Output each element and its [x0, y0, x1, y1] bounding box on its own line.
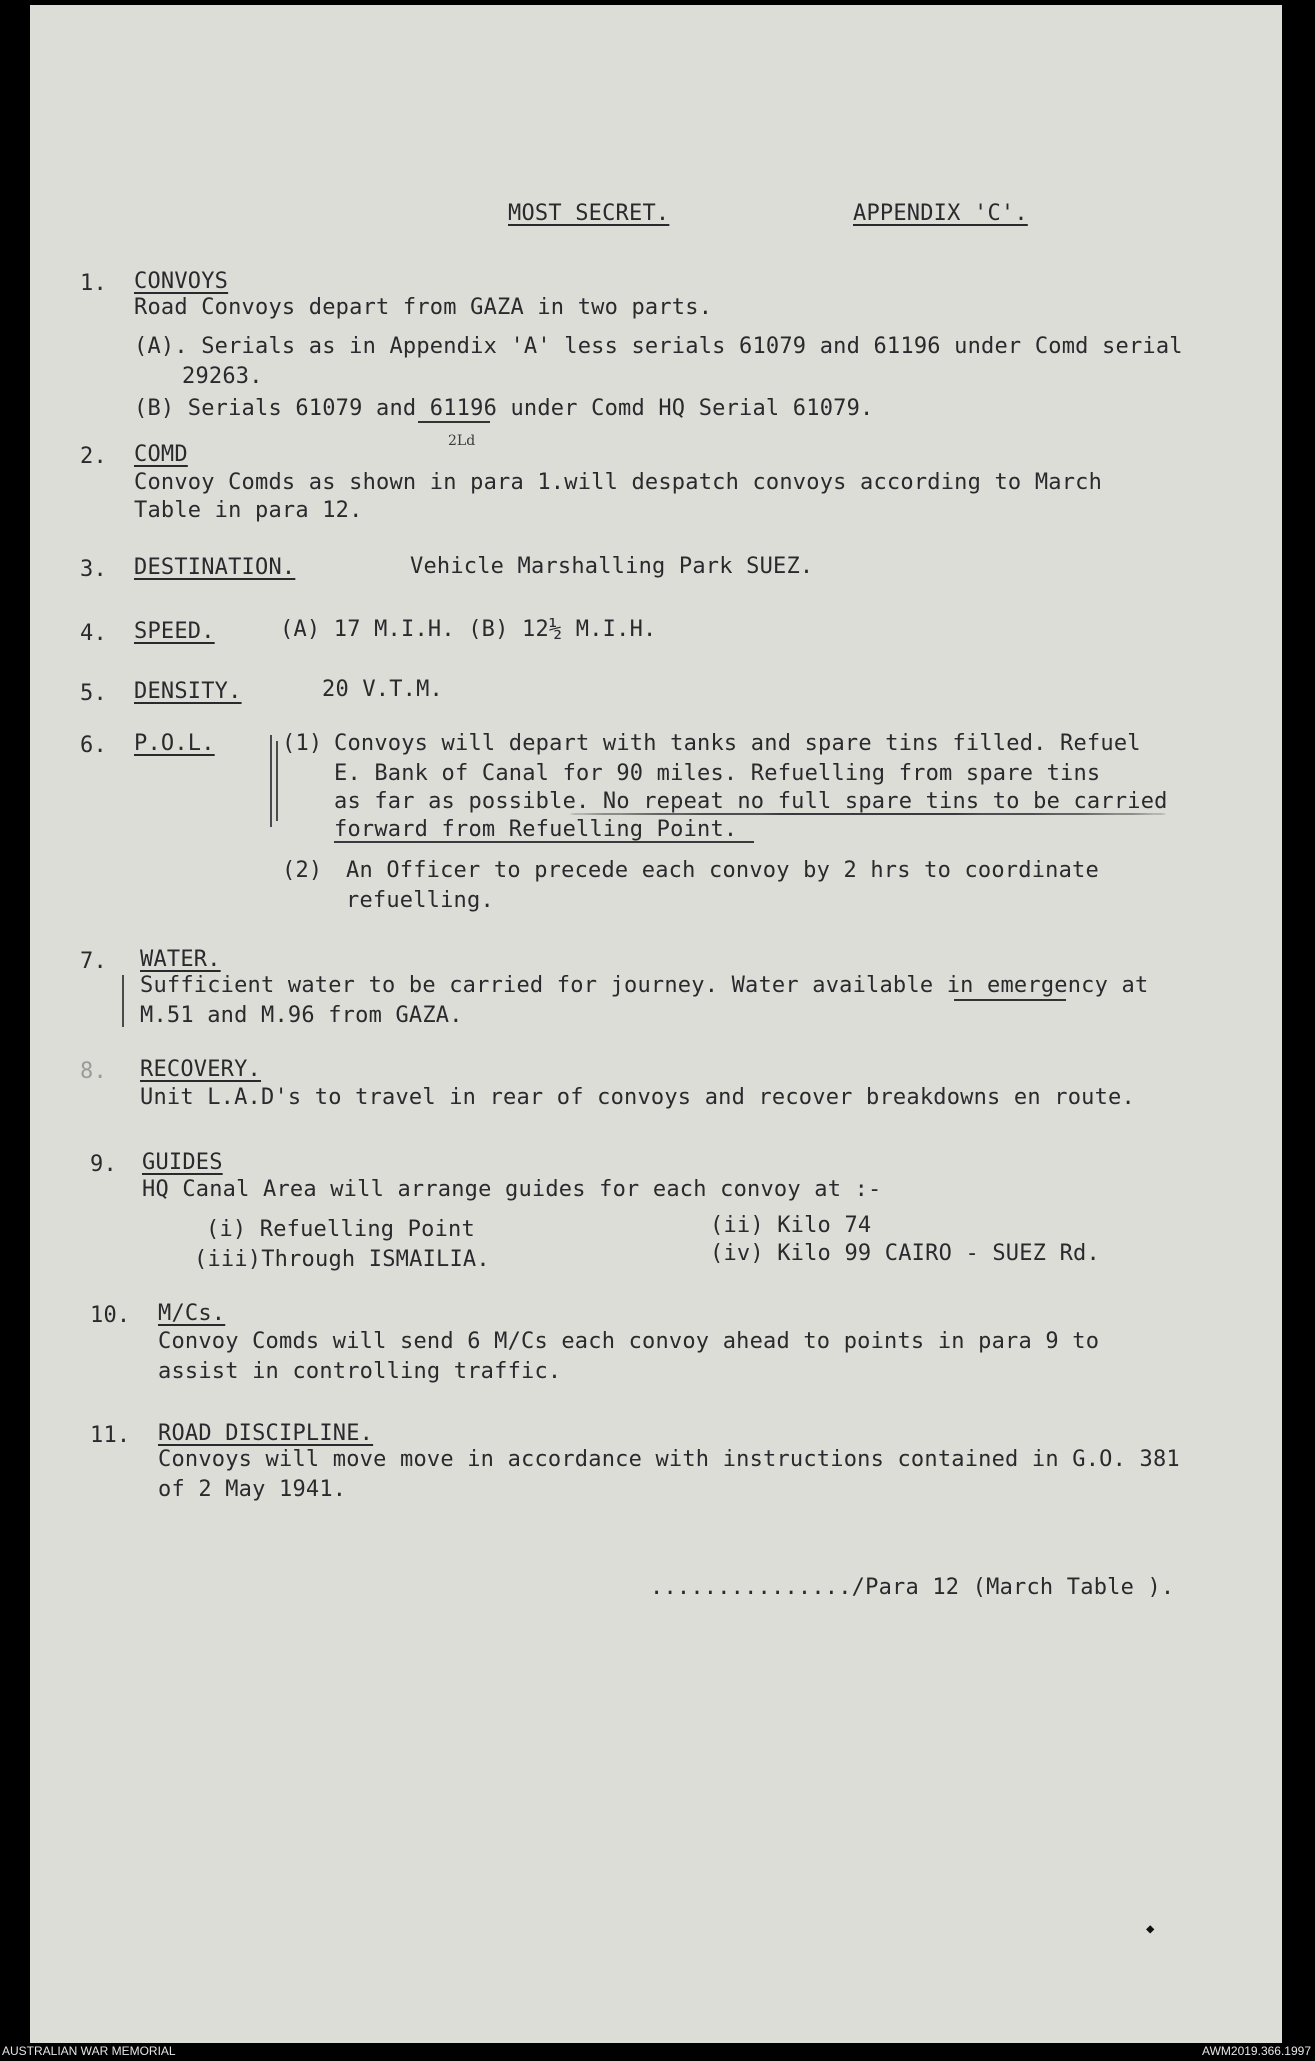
para-9-number: 9. [90, 1152, 117, 1177]
document-page [30, 5, 1282, 2043]
punch-mark-icon: ◆ [1146, 1921, 1155, 1937]
emergency-underline [954, 999, 1066, 1001]
para-4-value: (A) 17 M.I.H. (B) 12½ M.I.H. [280, 617, 657, 642]
para-9-line1: HQ Canal Area will arrange guides for each convoy at :- [142, 1177, 882, 1202]
para-2-line1: Convoy Comds as shown in para 1.will despatch convoys according to March [134, 470, 1103, 495]
para-5-value: 20 V.T.M. [322, 677, 444, 702]
para-3-heading: DESTINATION. [134, 555, 296, 580]
handwritten-underline-2 [334, 841, 754, 843]
para-6-item-1-line2: E. Bank of Canal for 90 miles. Refuelling from spare tins [334, 761, 1101, 786]
para-5-number: 5. [80, 681, 107, 706]
para-7-number: 7. [80, 949, 107, 974]
para-11-line1: Convoys will move move in accordance with instructions contained in G.O. 381 [158, 1447, 1180, 1472]
serial-underline [418, 421, 490, 423]
guide-point-3: (iii)Through ISMAILIA. [194, 1247, 490, 1272]
handwritten-underline [570, 813, 1166, 815]
para-10-number: 10. [90, 1303, 131, 1328]
para-7-line1: Sufficient water to be carried for journey. Water available in emergency at [140, 973, 1149, 998]
handwritten-annotation: 2Ld [448, 433, 476, 449]
para-4-number: 4. [80, 621, 107, 646]
para-2-number: 2. [80, 444, 107, 469]
para-10-heading: M/Cs. [158, 1301, 226, 1326]
para-1-item-a-line1: (A). Serials as in Appendix 'A' less serials 61079 and 61196 under Comd serial [134, 334, 1183, 359]
guide-point-4: (iv) Kilo 99 CAIRO - SUEZ Rd. [710, 1241, 1100, 1266]
appendix-title: APPENDIX 'C'. [853, 201, 1028, 226]
para-1-text: Road Convoys depart from GAZA in two parts. [134, 295, 713, 320]
para-3-value: Vehicle Marshalling Park SUEZ. [410, 554, 814, 579]
para-1-item-a-line2: 29263. [182, 364, 263, 389]
para-6-heading: P.O.L. [134, 731, 215, 756]
para-6-item-1-line3: as far as possible. No repeat no full spare tins to be carried [334, 789, 1168, 814]
para-6-item-1-line4: forward from Refuelling Point. [334, 817, 738, 842]
para-1-item-b: (B) Serials 61079 and 61196 under Comd HQ Serial 61079. [134, 396, 874, 421]
para-8-number: 8. [80, 1059, 107, 1084]
para-10-line2: assist in controlling traffic. [158, 1359, 562, 1384]
para-2-heading: COMD [134, 442, 188, 467]
margin-line [122, 975, 124, 1027]
para-6-item-2-line2: refuelling. [346, 888, 494, 913]
para-3-number: 3. [80, 557, 107, 582]
para-11-heading: ROAD DISCIPLINE. [158, 1421, 374, 1446]
margin-bracket-inner [276, 741, 278, 821]
footer-institution: AUSTRALIAN WAR MEMORIAL [2, 2044, 176, 2058]
para-8-line1: Unit L.A.D's to travel in rear of convoys and recover breakdowns en route. [140, 1085, 1135, 1110]
para-1-number: 1. [80, 271, 107, 296]
para-6-item-2-line1: An Officer to precede each convoy by 2 hrs to coordinate [346, 858, 1099, 883]
para-2-line2: Table in para 12. [134, 498, 363, 523]
classification-label: MOST SECRET. [508, 201, 670, 226]
margin-bracket [270, 735, 272, 827]
para-6-item-1-number: (1) [282, 731, 323, 756]
para-6-number: 6. [80, 733, 107, 758]
footer-accession-number: AWM2019.366.1997 [1202, 2044, 1311, 2058]
continuation-note: .............../Para 12 (March Table ). [650, 1575, 1175, 1600]
para-10-line1: Convoy Comds will send 6 M/Cs each convoy ahead to points in para 9 to [158, 1329, 1100, 1354]
para-5-heading: DENSITY. [134, 679, 242, 704]
guide-point-2: (ii) Kilo 74 [710, 1213, 872, 1238]
para-8-heading: RECOVERY. [140, 1057, 262, 1082]
para-7-line2: M.51 and M.96 from GAZA. [140, 1003, 463, 1028]
para-4-heading: SPEED. [134, 619, 215, 644]
para-6-item-1-line1: Convoys will depart with tanks and spare tins filled. Refuel [334, 731, 1141, 756]
para-11-line2: of 2 May 1941. [158, 1477, 347, 1502]
para-7-heading: WATER. [140, 947, 221, 972]
para-6-item-2-number: (2) [282, 858, 323, 883]
para-1-heading: CONVOYS [134, 269, 229, 294]
guide-point-1: (i) Refuelling Point [206, 1217, 475, 1242]
para-9-heading: GUIDES [142, 1150, 223, 1175]
para-11-number: 11. [90, 1423, 131, 1448]
